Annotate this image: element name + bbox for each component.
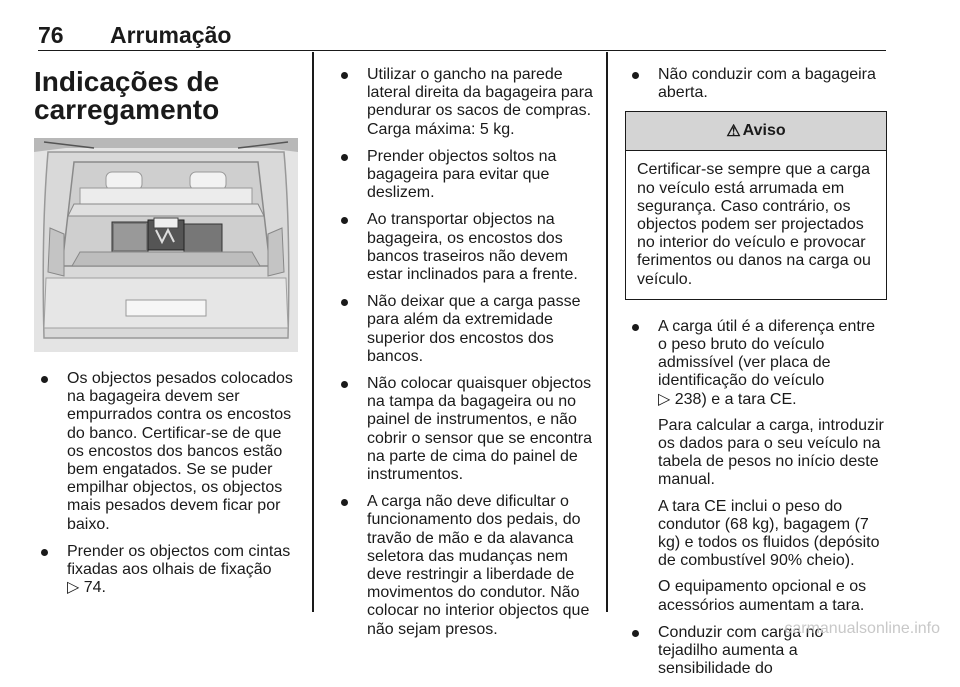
watermark: carmanualsonline.info xyxy=(784,620,940,637)
warning-title: Aviso xyxy=(742,122,786,140)
page-header xyxy=(38,4,886,51)
column-3 xyxy=(625,52,887,687)
page-number: 76 xyxy=(38,22,64,48)
chapter-title: Arrumação xyxy=(110,22,232,48)
warning-box xyxy=(625,111,887,299)
loading-instructions-list xyxy=(625,66,887,102)
column-divider xyxy=(312,52,314,612)
page-reference[interactable]: ▷ 74. xyxy=(67,579,106,597)
list-item: A carga não deve dificultar o funcionamento dos pedais, do travão de mão e da alavanca seletora das mudanças nem deve restringir a liberdade de movimentos do condutor. Não colocar no interior objectos que não sejam presos. xyxy=(334,493,596,639)
car-trunk-illustration xyxy=(34,138,298,352)
column-divider xyxy=(606,52,608,612)
section-title: Indicações de carregamento xyxy=(34,66,220,125)
loading-instructions-list xyxy=(34,370,300,597)
warning-triangle-icon: ⚠ xyxy=(726,123,741,141)
loading-instructions-list xyxy=(334,66,596,639)
list-item: Não colocar quaisquer objectos na tampa da bagageira ou no painel de instrumentos, e não cobrir o sensor que se encontra na parte de cima do painel de instrumentos. xyxy=(334,375,596,484)
list-item: Não deixar que a carga passe para além da extremidade superior dos encostos dos bancos. xyxy=(334,293,596,366)
list-item: Conduzir com carga no tejadilho aumenta a sensibilidade do xyxy=(625,624,887,679)
list-item: Prender os objectos com cintas fixadas aos olhais de fixação ▷ 74. xyxy=(34,543,300,598)
warning-text: Certificar-se sempre que a carga no veículo está arrumada em segurança. Caso contrário, os objectos podem ser projectados no interior do veículo e provocar ferimentos ou danos na carga ou veículo. xyxy=(637,161,871,288)
list-item: Prender objectos soltos na bagageira para evitar que deslizem. xyxy=(334,148,596,203)
list-item: Os objectos pesados colocados na bagageira devem ser empurrados contra os encostos do banco. Certificar-se de que os encostos dos bancos estão bem engatados. Se se puder empilhar objectos, os objectos mais pesados devem ficar por baixo. xyxy=(34,370,300,534)
list-item: Não conduzir com a bagageira aberta. xyxy=(625,66,887,102)
column-2 xyxy=(334,52,596,648)
list-item: Ao transportar objectos na bagageira, os encostos dos bancos traseiros não devem estar inclinados para a frente. xyxy=(334,211,596,284)
page-reference[interactable]: ▷ 238) e a tara CE. xyxy=(658,390,797,408)
column-1 xyxy=(34,52,300,606)
list-item: Utilizar o gancho na parede lateral direita da bagageira para pendurar os sacos de compras. Carga máxima: 5 kg. xyxy=(334,66,596,139)
warning-header xyxy=(626,112,886,151)
list-item: A carga útil é a diferença entre o peso bruto do veículo admissível (ver placa de identificação do veículo ▷ 238) e a tara CE. Para calcular a carga, introduzir os dados para o seu veículo na tabela de pesos no início deste manual. A tara CE inclui o peso do condutor (68 kg), bagagem (7 kg) e todos os fluidos (depósito de combustível 90% cheio). O equipamento opcional e os acessórios aumentam a tara. xyxy=(625,318,887,615)
